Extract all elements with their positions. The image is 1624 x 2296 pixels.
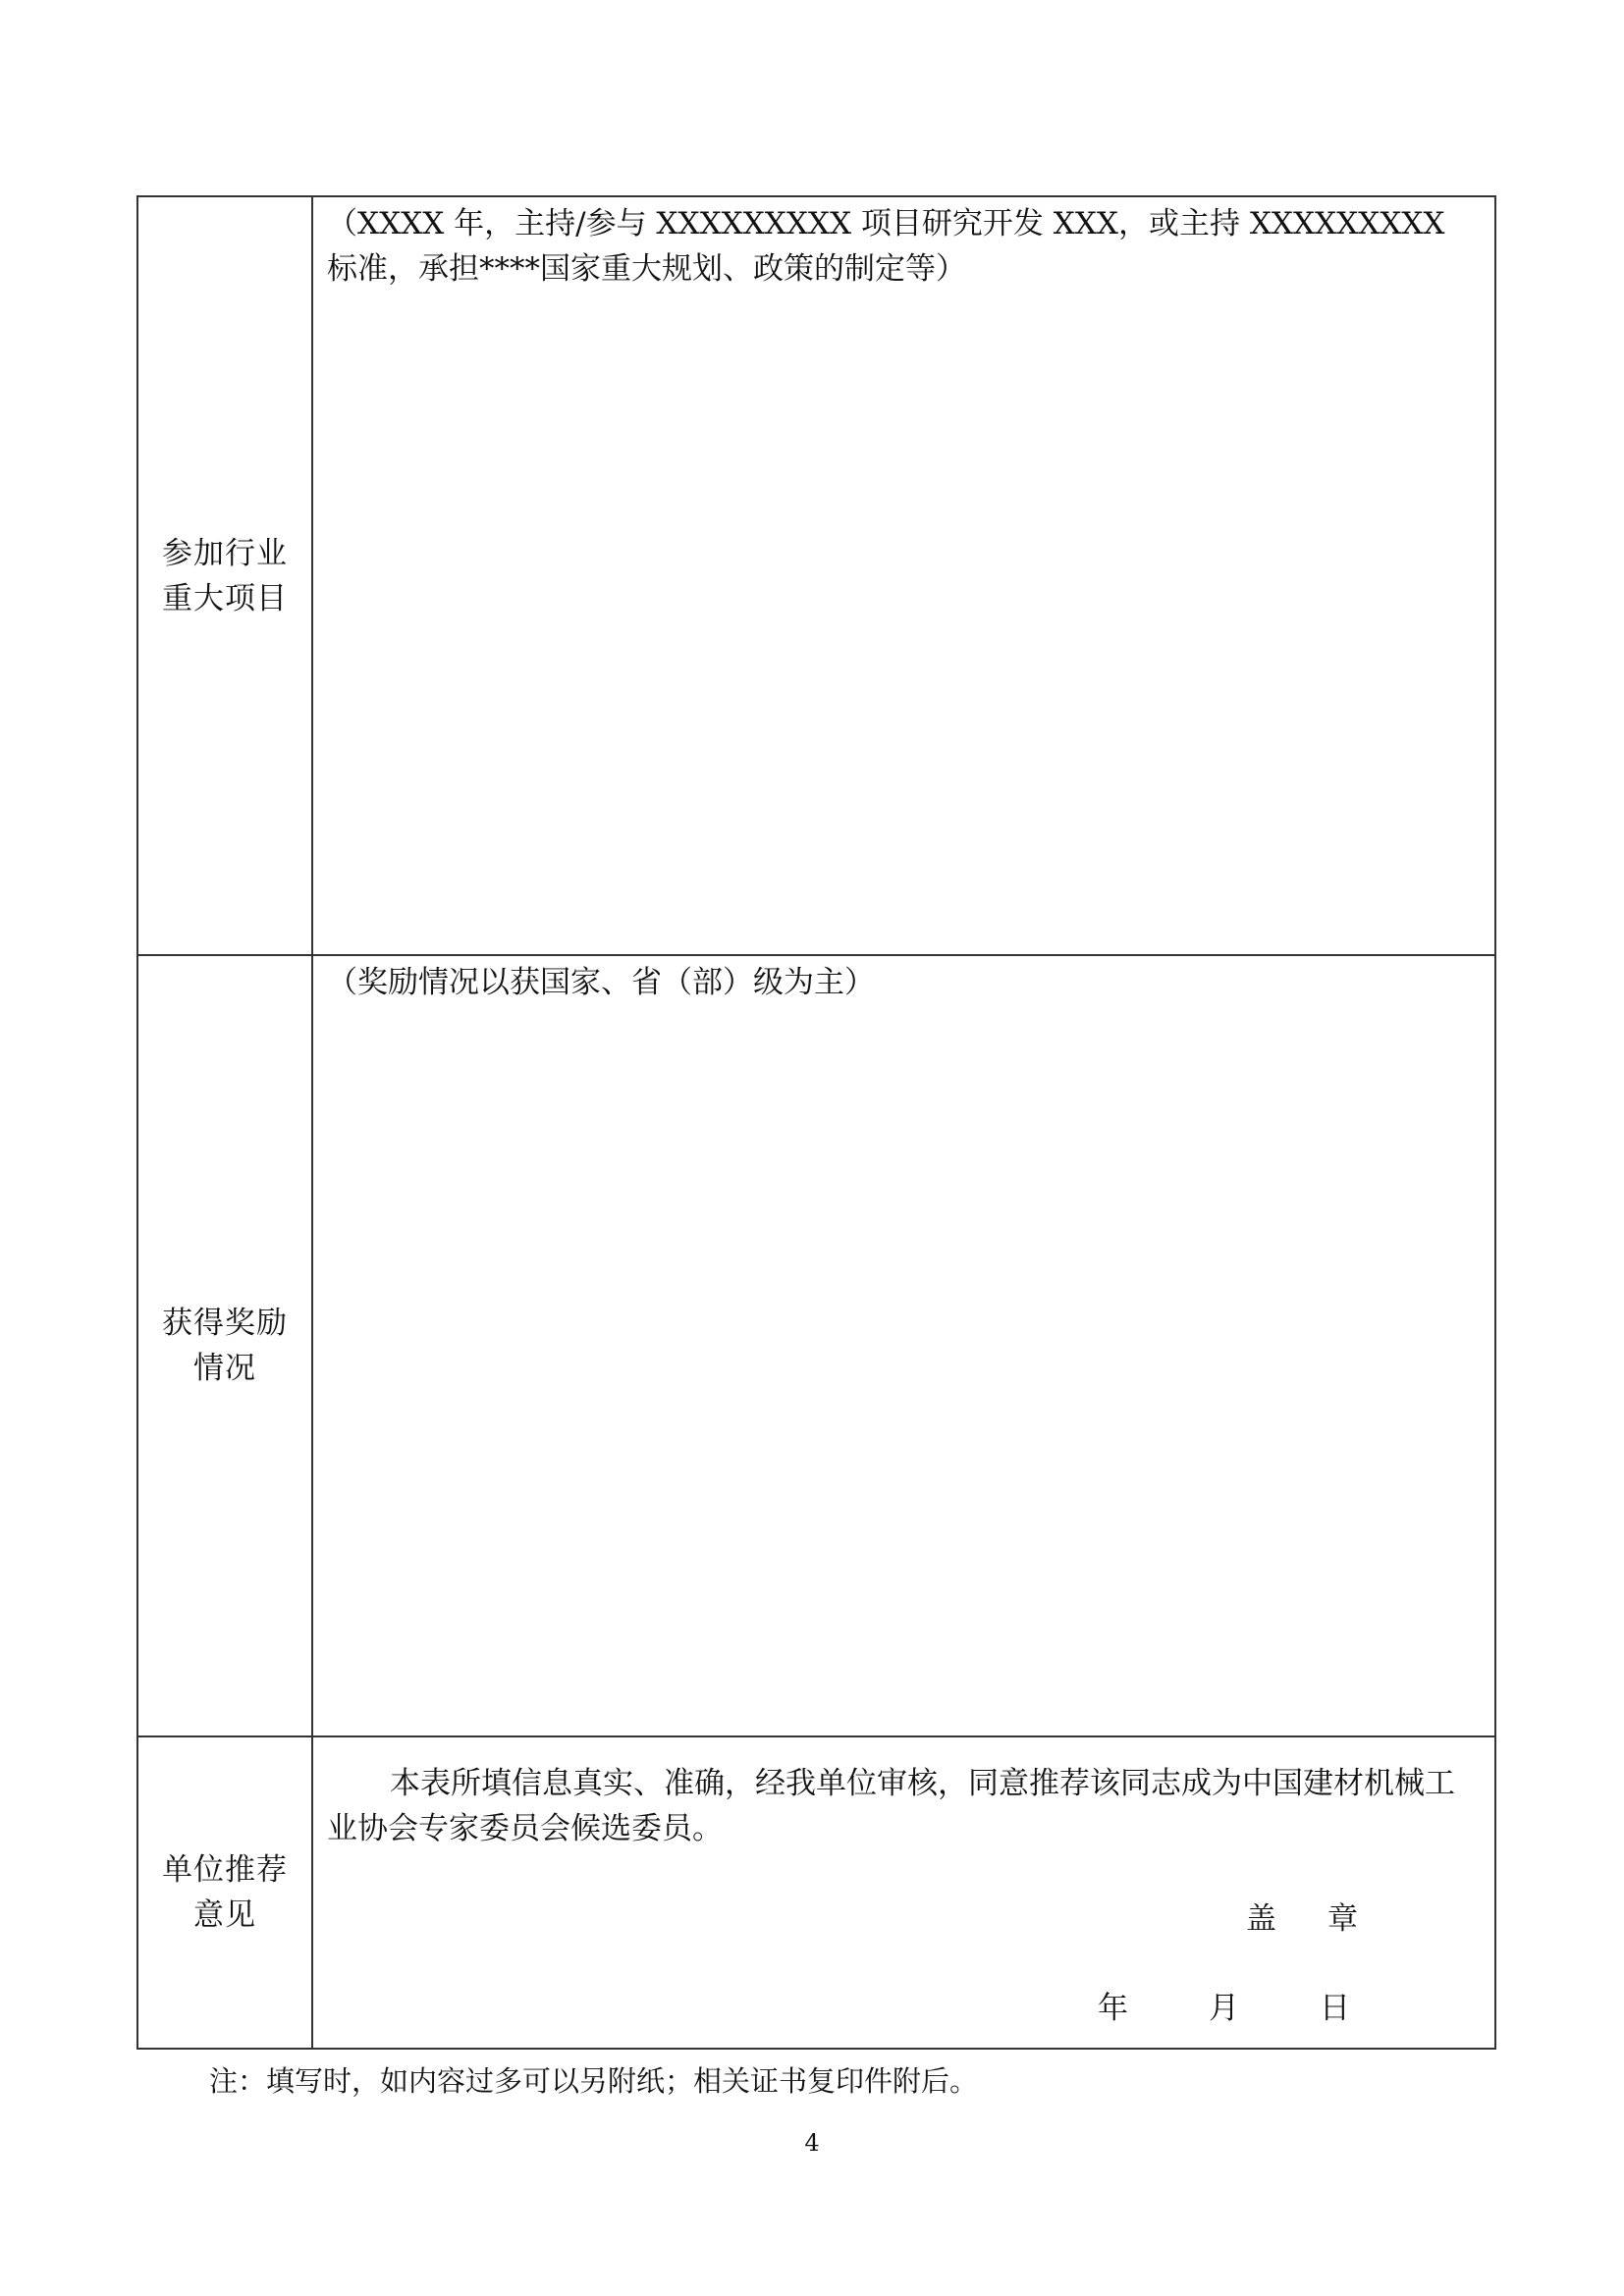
field-awards[interactable] (312, 955, 1495, 1736)
label-line: 单位推荐 (162, 1852, 288, 1888)
date-month: 月 (1209, 1991, 1239, 2026)
label-line: 获得奖励 (162, 1306, 288, 1341)
date-year: 年 (1098, 1991, 1128, 2026)
hint-major-projects: （XXXX 年，主持/参与 XXXXXXXXX 项目研究开发 XXX，或主持 XXXXXXXXX 标准，承担****国家重大规划、政策的制定等） (327, 206, 1445, 287)
label-line: 情况 (193, 1351, 256, 1386)
page-number: 4 (804, 2129, 820, 2157)
label-recommendation (137, 1736, 312, 2049)
hint-awards: （奖励情况以获国家、省（部）级为主） (327, 965, 875, 1000)
field-major-projects[interactable] (312, 196, 1495, 955)
row-recommendation (137, 1736, 1495, 2049)
seal-label (1246, 1896, 1358, 1942)
label-major-projects (137, 196, 312, 955)
label-line: 参加行业 (162, 535, 288, 571)
field-recommendation[interactable] (312, 1736, 1495, 2049)
label-line: 重大项目 (162, 580, 288, 616)
label-line: 意见 (193, 1897, 256, 1933)
date-line (1098, 1986, 1350, 2031)
recommendation-text: 本表所填信息真实、准确，经我单位审核，同意推荐该同志成为中国建材机械工业协会专家委员会候选委员。 (327, 1766, 1455, 1846)
application-form-table (136, 195, 1496, 2050)
date-day: 日 (1320, 1991, 1350, 2026)
seal-char-2: 章 (1327, 1901, 1358, 1937)
seal-char-1: 盖 (1246, 1901, 1276, 1937)
label-awards (137, 955, 312, 1736)
row-awards (137, 955, 1495, 1736)
row-major-projects (137, 196, 1495, 955)
footnote: 注：填写时，如内容过多可以另附纸；相关证书复印件附后。 (209, 2064, 979, 2098)
